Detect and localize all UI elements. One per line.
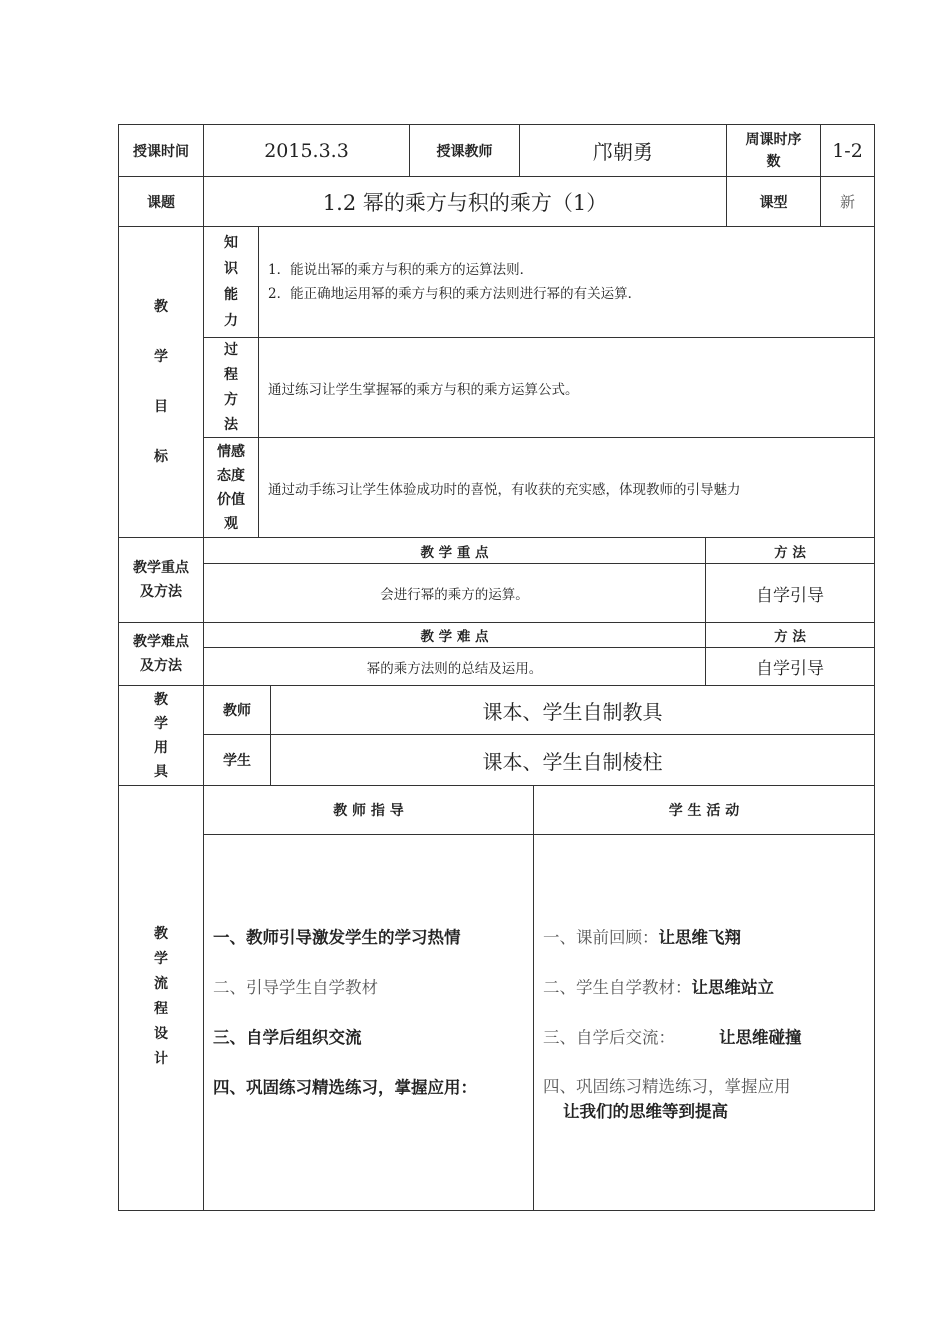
flow-label-char: 计 xyxy=(154,1051,168,1067)
goals-label-char: 学 xyxy=(154,349,168,365)
tools-label-char: 教 xyxy=(154,691,168,708)
emotion-label-line: 价值 xyxy=(217,491,245,508)
tools-label xyxy=(119,686,203,785)
flow-student-emphasis: 让思维飞翔 xyxy=(658,928,741,947)
week-label-line: 数 xyxy=(766,153,781,170)
keypoint-header: 教 学 重 点 xyxy=(420,544,489,561)
tools-student-value: 课本、学生自制棱柱 xyxy=(482,749,663,774)
flow-student-prefix: 四、巩固练习精选练习，掌握应用 xyxy=(543,1077,791,1096)
goals-label-char: 教 xyxy=(154,299,168,315)
flow-label-char: 学 xyxy=(154,951,168,967)
time-label: 授课时间 xyxy=(133,143,189,160)
tools-teacher-value: 课本、学生自制教具 xyxy=(482,699,663,724)
table-border-bottom xyxy=(118,1210,875,1211)
divider xyxy=(203,834,875,835)
knowledge-label-char: 力 xyxy=(224,313,238,329)
goals-label-char: 标 xyxy=(154,449,168,465)
flow-student-emphasis: 让思维站立 xyxy=(691,978,774,997)
difficulty-label-line: 教学难点 xyxy=(133,634,189,650)
knowledge-item: 1．能说出幂的乘方与积的乘方的运算法则． xyxy=(268,262,534,278)
flow-teacher-item: 二、引导学生自学教材 xyxy=(213,978,378,997)
flow-student-prefix: 二、学生自学教材： xyxy=(543,978,692,997)
keypoint-content: 会进行幂的乘方的运算。 xyxy=(380,587,529,603)
flow-label-char: 流 xyxy=(154,976,168,992)
flow-label-char: 教 xyxy=(154,926,168,942)
flow-student-item xyxy=(543,974,873,998)
knowledge-content xyxy=(268,258,868,306)
table-border-right xyxy=(874,124,875,1211)
difficulty-content: 幂的乘方法则的总结及运用。 xyxy=(366,660,543,677)
emotion-label-line: 态度 xyxy=(217,467,245,484)
knowledge-label xyxy=(204,227,258,337)
divider xyxy=(258,226,259,537)
difficulty-label xyxy=(119,623,203,685)
flow-student-prefix: 一、课前回顾： xyxy=(543,928,659,947)
goals-label-char: 目 xyxy=(154,399,168,415)
tools-teacher-label: 教师 xyxy=(223,703,251,719)
flow-label xyxy=(119,922,203,1072)
process-label-char: 过 xyxy=(224,341,238,358)
knowledge-label-char: 识 xyxy=(224,261,238,277)
knowledge-item: 2．能正确地运用幂的乘方与积的乘方法则进行幂的有关运算． xyxy=(268,286,642,302)
keypoint-label xyxy=(119,538,203,622)
goals-label xyxy=(119,227,203,537)
week-label-line: 周课时序 xyxy=(745,131,802,148)
tools-student-label: 学生 xyxy=(223,753,251,769)
difficulty-method-header: 方 法 xyxy=(774,629,806,645)
process-label-char: 程 xyxy=(224,366,238,383)
type-value: 新 xyxy=(839,193,855,211)
emotion-label-line: 观 xyxy=(224,515,238,532)
teacher-name: 邝朝勇 xyxy=(593,140,653,164)
divider xyxy=(203,785,204,1211)
flow-student-header: 学 生 活 动 xyxy=(668,803,740,819)
week-label xyxy=(727,125,820,176)
flow-student-item xyxy=(543,1074,873,1124)
process-label-char: 方 xyxy=(224,391,238,408)
flow-label-char: 程 xyxy=(154,1001,168,1017)
knowledge-label-char: 知 xyxy=(224,235,238,251)
type-label: 课型 xyxy=(759,194,788,211)
flow-student-prefix: 三、自学后交流： xyxy=(543,1028,675,1047)
divider xyxy=(533,785,534,1211)
tools-label-char: 具 xyxy=(154,763,168,780)
keypoint-method: 自学引导 xyxy=(756,585,824,606)
flow-student-item xyxy=(543,1024,873,1048)
flow-teacher-item: 四、巩固练习精选练习，掌握应用： xyxy=(213,1078,477,1097)
difficulty-header: 教 学 难 点 xyxy=(420,629,489,645)
process-label-char: 法 xyxy=(224,416,238,433)
emotion-label-line: 情感 xyxy=(217,443,245,460)
knowledge-label-char: 能 xyxy=(224,287,238,303)
process-label xyxy=(204,338,258,437)
tools-label-char: 用 xyxy=(154,739,168,756)
week-value: 1-2 xyxy=(832,139,863,162)
keypoint-method-header: 方 法 xyxy=(774,544,806,561)
time-value: 2015.3.3 xyxy=(264,139,349,162)
difficulty-label-line: 及方法 xyxy=(140,658,182,674)
emotion-label xyxy=(204,438,258,537)
tools-label-char: 学 xyxy=(154,715,168,732)
difficulty-method: 自学引导 xyxy=(756,659,824,679)
flow-student-emphasis: 让思维碰撞 xyxy=(719,1028,802,1047)
process-content: 通过练习让学生掌握幂的乘方与积的乘方运算公式。 xyxy=(268,381,579,398)
flow-teacher-header: 教 师 指 导 xyxy=(333,803,404,819)
keypoint-label-line: 教学重点 xyxy=(133,560,189,576)
topic-title: 1.2 幂的乘方与积的乘方（1） xyxy=(322,190,608,215)
flow-student-item xyxy=(543,924,873,948)
flow-student-emphasis: 让我们的思维等到提高 xyxy=(563,1102,728,1121)
emotion-content: 通过动手练习让学生体验成功时的喜悦，有收获的充实感，体现教师的引导魅力 xyxy=(268,481,741,498)
flow-label-char: 设 xyxy=(154,1026,168,1042)
keypoint-label-line: 及方法 xyxy=(140,584,182,600)
flow-teacher-item: 三、自学后组织交流 xyxy=(213,1028,362,1047)
teacher-label: 授课教师 xyxy=(436,143,493,160)
flow-teacher-item: 一、教师引导激发学生的学习热情 xyxy=(213,928,461,947)
topic-label: 课题 xyxy=(147,194,175,211)
